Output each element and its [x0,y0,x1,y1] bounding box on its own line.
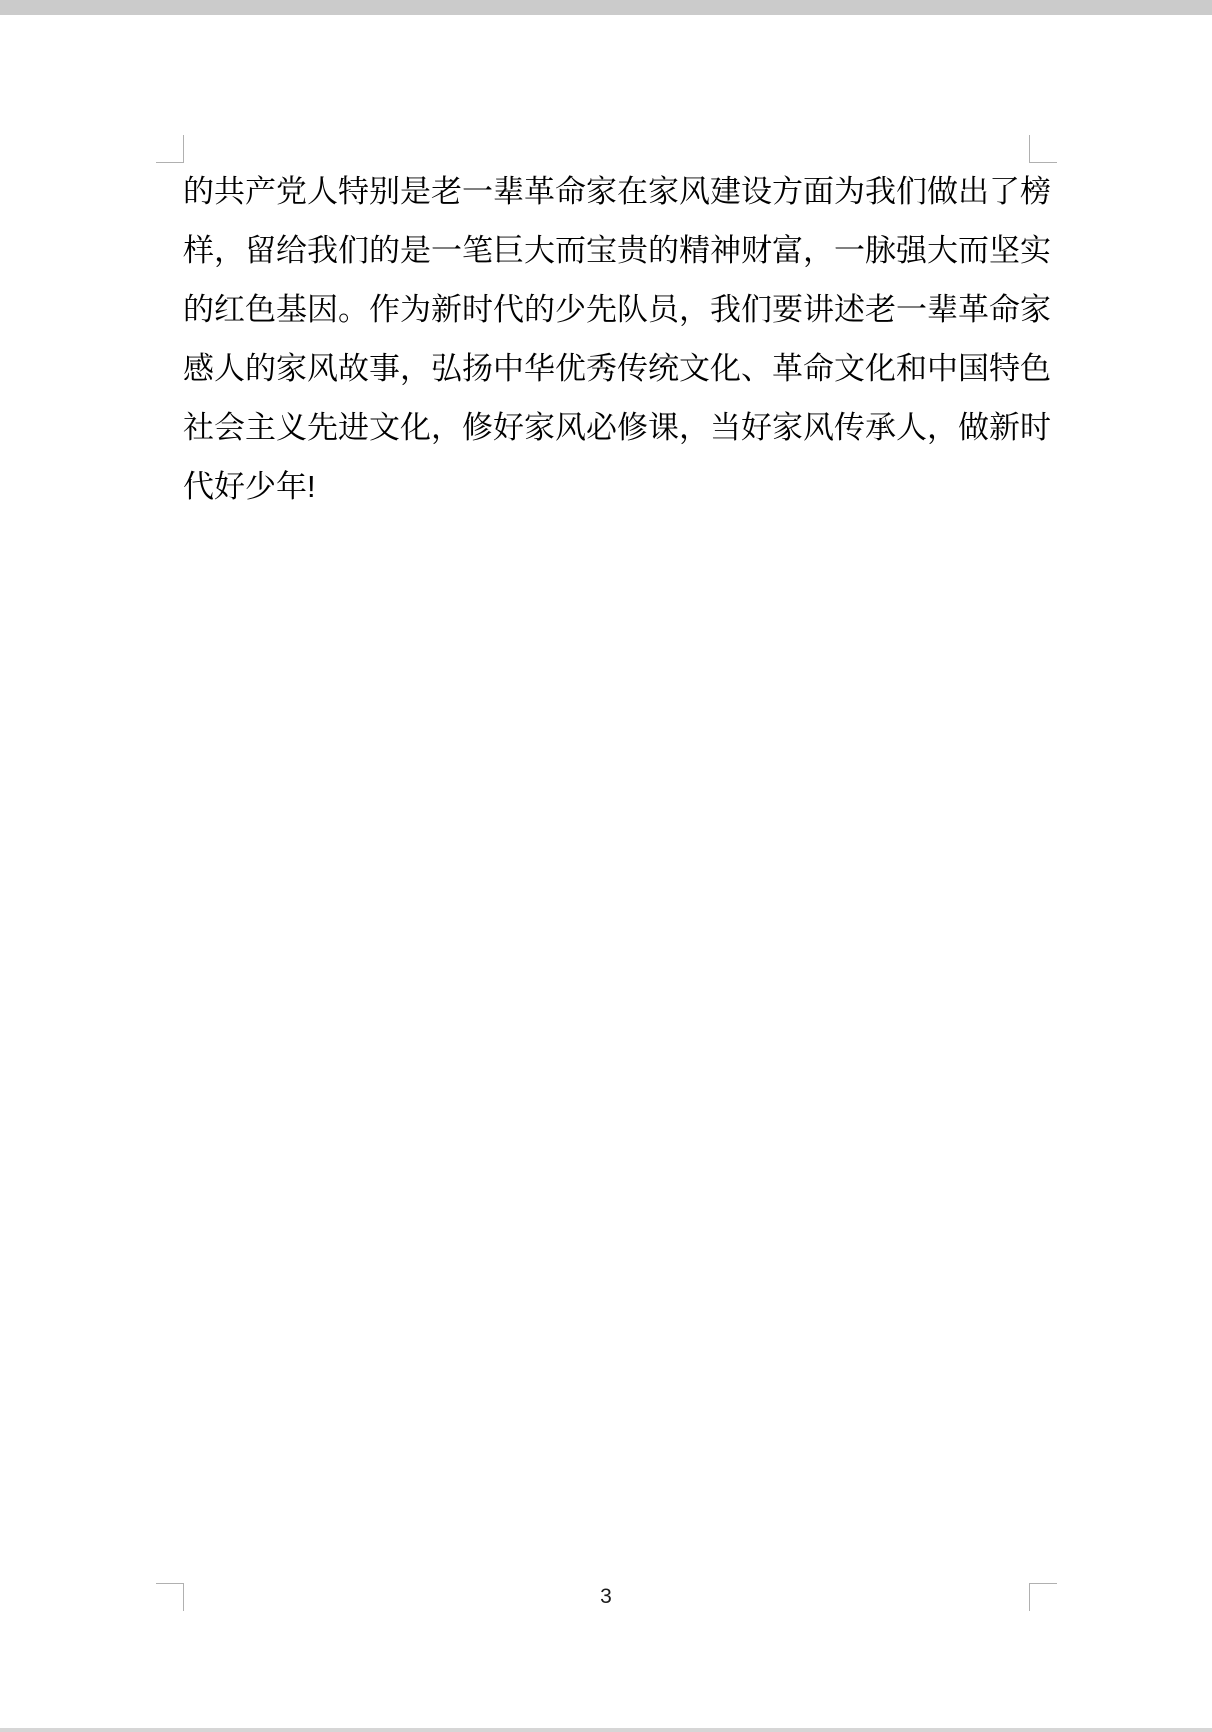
viewport-top-strip [0,0,1212,15]
viewport-bottom-strip [0,1728,1212,1732]
body-paragraph [183,162,1051,516]
crop-mark-top-left [156,135,184,163]
paragraph-line: 代好少年! [183,469,316,504]
paragraph-line: 社会主义先进文化，修好家风必修课，当好家风传承人，做新时 [183,410,1051,445]
paragraph-line: 样，留给我们的是一笔巨大而宝贵的精神财富，一脉强大而坚实 [183,233,1051,268]
paragraph-line: 感人的家风故事，弘扬中华优秀传统文化、革命文化和中国特色 [183,351,1051,386]
paragraph-line: 的红色基因。作为新时代的少先队员，我们要讲述老一辈革命家 [183,292,1051,327]
page-number: 3 [600,1585,612,1608]
paragraph-line: 的共产党人特别是老一辈革命家在家风建设方面为我们做出了榜 [183,174,1051,209]
crop-mark-top-right [1029,135,1057,163]
